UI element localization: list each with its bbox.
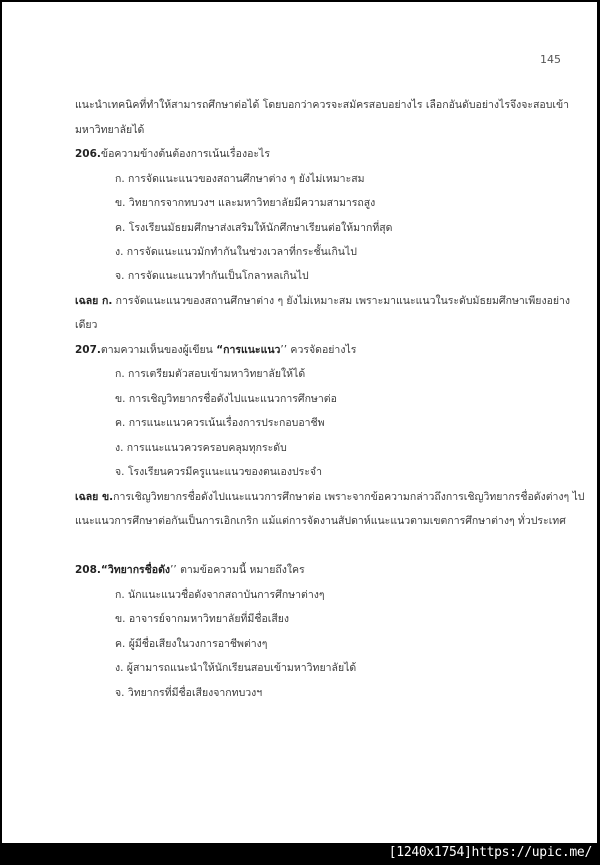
answer-206-line-2: เดียว [75,319,98,331]
intro-line-2: มหาวิทยาลัยได้ [75,124,145,136]
question-number: 206. [75,148,101,160]
option: ก. การจัดแนะแนวของสถานศึกษาต่าง ๆ ยังไม่เหมาะสม [115,173,365,185]
option: ก. การเตรียมตัวสอบเข้ามหาวิทยาลัยให้ได้ [115,368,306,380]
option: ค. ผู้มีชื่อเสียงในวงการอาชีพต่างๆ [115,638,268,650]
answer-206-line-1 [75,294,570,308]
question-207 [75,343,356,357]
option: ก. นักแนะแนวชื่อดังจากสถาบันการศึกษาต่างๆ [115,589,325,601]
question-text: ข้อความข้างต้นต้องการเน้นเรื่องอะไร [100,148,270,160]
option: ง. การแนะแนวควรครอบคลุมทุกระดับ [115,442,287,454]
intro-line-1: แนะนำเทคนิคที่ทำให้สามารถศึกษาต่อได้ โดยบอกว่าควรจะสมัครสอบอย่างไร เลือกอันดับอย่างไรจึงจะสอบเข้า [75,99,570,111]
option: ข. การเชิญวิทยากรชื่อดังไปแนะแนวการศึกษาต่อ [115,393,337,405]
watermark-text: [1240x1754]https://upic.me/ [388,845,592,860]
option: ค. การแนะแนวควรเน้นเรื่องการประกอบอาชีพ [115,417,325,429]
question-text-end: ’’ ควรจัดอย่างไร [280,344,357,356]
question-number: 207. [75,344,101,356]
answer-207-line-2: แนะแนวการศึกษาต่อกันเป็นการเอิกเกริก แม้แต่การจัดงานสัปดาห์แนะแนวตามเขตการศึกษาต่างๆ ทั่วประเทศ [75,515,566,527]
question-text: ตามความเห็นของผู้เขียน [100,344,217,356]
question-206 [75,147,270,161]
question-text-end: ’’ ตามข้อความนี้ หมายถึงใคร [170,564,305,576]
watermark-bar [0,843,600,865]
option: ง. ผู้สามารถแนะนำให้นักเรียนสอบเข้ามหาวิทยาลัยได้ [115,662,357,674]
answer-label: เฉลย ก. [75,295,113,307]
question-keyword: “วิทยากรชื่อดัง [100,564,171,576]
answer-207-line-1 [75,490,584,504]
option: ข. วิทยากรจากทบวงฯ และมหาวิทยาลัยมีความสามารถสูง [115,197,376,209]
option: ข. อาจารย์จากมหาวิทยาลัยที่มีชื่อเสียง [115,613,290,625]
answer-label: เฉลย ข. [75,491,114,503]
answer-text: การจัดแนะแนวของสถานศึกษาต่าง ๆ ยังไม่เหมาะสม เพราะมาแนะแนวในระดับมัธยมศึกษาเพียงอย่าง [112,295,571,307]
option: จ. วิทยากรที่มีชื่อเสียงจากทบวงฯ [115,687,263,699]
option: ค. โรงเรียนมัธยมศึกษาส่งเสริมให้นักศึกษาเรียนต่อให้มากที่สุด [115,222,393,234]
page-number: 145 [540,53,561,66]
question-number: 208. [75,564,101,576]
option: ง. การจัดแนะแนวมักทำกันในช่วงเวลาที่กระชั้นเกินไป [115,246,357,258]
question-208 [75,563,305,577]
option: จ. การจัดแนะแนวทำกันเป็นโกลาหลเกินไป [115,270,309,282]
question-keyword: “การแนะแนว [216,344,281,356]
document-page [2,2,597,843]
option: จ. โรงเรียนควรมีครูแนะแนวของตนเองประจำ [115,466,322,478]
answer-text: การเชิญวิทยากรชื่อดังไปแนะแนวการศึกษาต่อ เพราะจากข้อความกล่าวถึงการเชิญวิทยากรชื่อดังต่างๆ ไป [113,491,585,503]
